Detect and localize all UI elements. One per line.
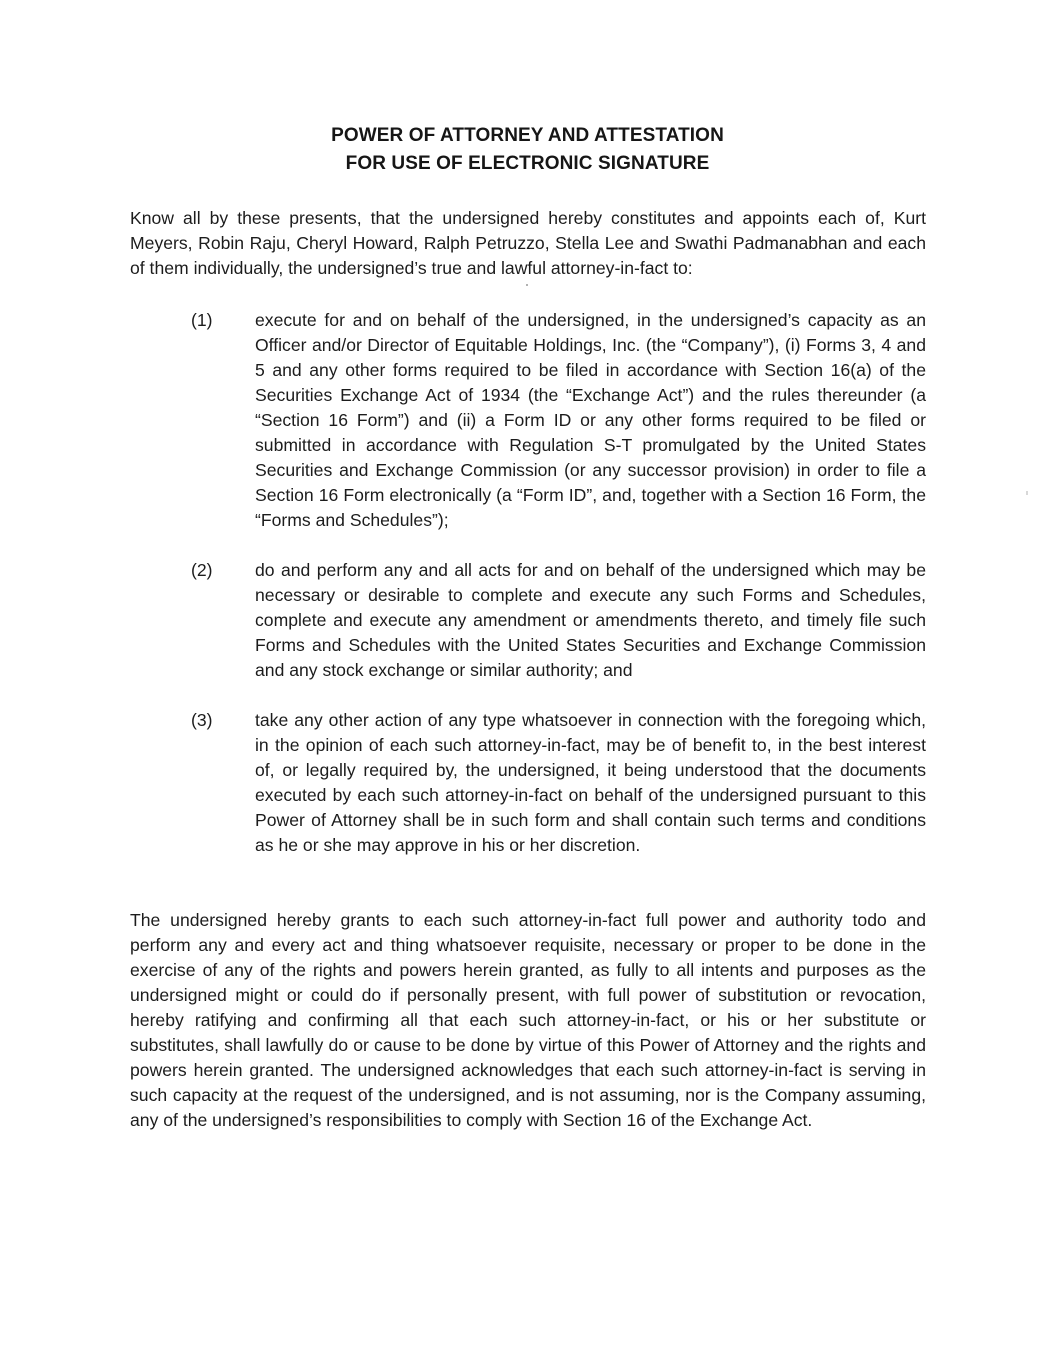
item-text: do and perform any and all acts for and on behalf of the undersigned which may be necessary or desirable to complete and execute any such Forms and Schedules, complete and execute any amendment or amendments thereto, and timely file such Forms and Schedules with the United States Securities and Exchange Commission and any stock exchange or similar authority; and bbox=[255, 560, 926, 680]
item-text: take any other action of any type whatsoever in connection with the foregoing which, in the opinion of each such attorney-in-fact, may be of benefit to, in the best interest of, or legally required by, the undersigned, it being understood that the documents executed by each such attorney-in-fact on behalf of the undersigned pursuant to this Power of Attorney shall be in such form and shall contain such terms and conditions as he or she may approve in his or her discretion. bbox=[255, 710, 926, 855]
title-line-2: FOR USE OF ELECTRONIC SIGNATURE bbox=[345, 153, 710, 174]
item-number: (3) bbox=[191, 710, 213, 730]
item-number: (1) bbox=[191, 310, 213, 330]
document-title bbox=[0, 122, 1055, 178]
scan-artifact bbox=[526, 284, 528, 286]
closing-paragraph: The undersigned hereby grants to each such attorney-in-fact full power and authority todo and perform any and every act and thing whatsoever requisite, necessary or proper to be done in the exercise of any of the rights and powers herein granted, as fully to all intents and purposes as the undersigned might or could do if personally present, with full power of substitution or revocation, hereby ratifying and confirming all that each such attorney-in-fact, or his or her substitute or substitutes, shall lawfully do or cause to be done by virtue of this Power of Attorney and the rights and powers herein granted. The undersigned acknowledges that each such attorney-in-fact is serving in such capacity at the request of the undersigned, and is not assuming, nor is the Company assuming, any of the undersigned’s responsibilities to comply with Section 16 of the Exchange Act. bbox=[130, 910, 926, 1130]
item-number: (2) bbox=[191, 560, 213, 580]
numbered-item-1 bbox=[191, 308, 926, 533]
scan-artifact bbox=[1026, 491, 1028, 495]
title-line-1: POWER OF ATTORNEY AND ATTESTATION bbox=[331, 125, 724, 146]
item-text: execute for and on behalf of the undersigned, in the undersigned’s capacity as an Officer and/or Director of Equitable Holdings, Inc. (the “Company”), (i) Forms 3, 4 and 5 and any other forms required to be filed in accordance with Section 16(a) of the Securities Exchange Act of 1934 (the “Exchange Act”) and the rules thereunder (a “Section 16 Form”) and (ii) a Form ID or any other forms required to be filed or submitted in accordance with Regulation S-T promulgated by the United States Securities and Exchange Commission (or any successor provision) in order to file a Section 16 Form electronically (a “Form ID”, and, together with a Section 16 Form, the “Forms and Schedules”); bbox=[255, 310, 926, 530]
numbered-item-3 bbox=[191, 708, 926, 858]
numbered-item-2 bbox=[191, 558, 926, 683]
intro-paragraph: Know all by these presents, that the undersigned hereby constitutes and appoints each of, Kurt Meyers, Robin Raju, Cheryl Howard, Ralph Petruzzo, Stella Lee and Swathi Padmanabhan and each of them individually, the undersigned’s true and lawful attorney-in-fact to: bbox=[130, 208, 926, 278]
